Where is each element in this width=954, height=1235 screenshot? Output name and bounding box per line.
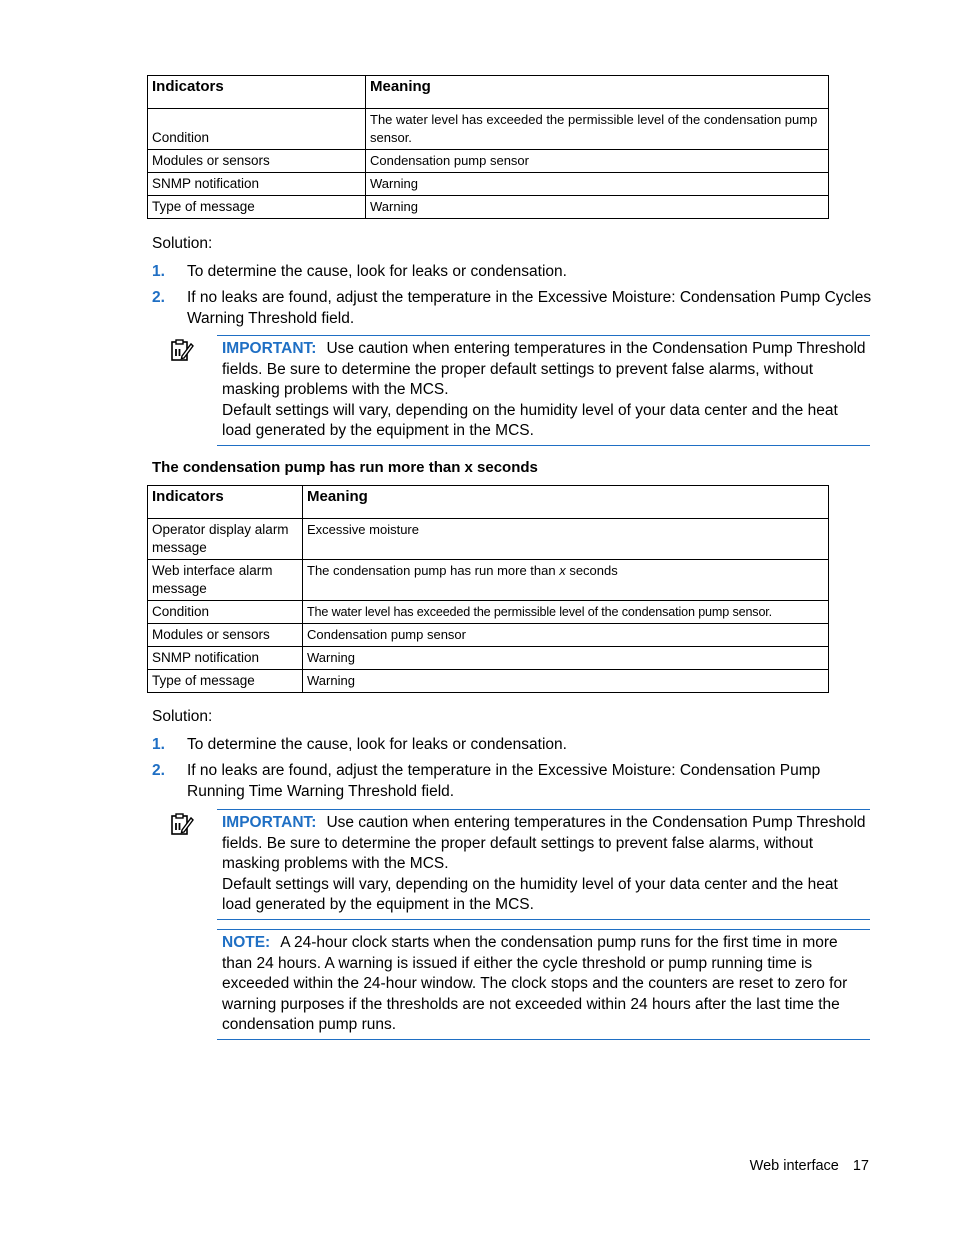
column-header-indicators: Indicators (148, 76, 366, 109)
meaning-text: The condensation pump has run more than (307, 563, 560, 578)
step-number: 2. (152, 289, 165, 306)
page-footer (750, 1158, 869, 1174)
indicator-cell: Web interface alarm message (148, 560, 303, 601)
meaning-text-end: seconds (565, 563, 618, 578)
meaning-cell: Warning (366, 196, 829, 219)
meaning-cell: Warning (303, 647, 829, 670)
indicator-cell: Type of message (148, 196, 366, 219)
table-row (148, 150, 829, 173)
column-header-meaning: Meaning (366, 76, 829, 109)
table-row (148, 196, 829, 219)
section-heading: The condensation pump has run more than x seconds (152, 459, 538, 476)
meaning-cell: Condensation pump sensor (303, 624, 829, 647)
list-item (152, 287, 872, 329)
meaning-cell: The water level has exceeded the permissible level of the condensation pump sensor. (303, 601, 829, 624)
important-text: Use caution when entering temperatures in the Condensation Pump Threshold fields. Be sure to determine the proper default settings to prevent false alarms, without masking problems with the MCS. (222, 340, 866, 399)
table-row (148, 670, 829, 693)
indicator-cell: Condition (148, 601, 303, 624)
meaning-cell: Excessive moisture (303, 519, 829, 560)
table-row (148, 647, 829, 670)
step-number: 1. (152, 736, 165, 753)
important-text-detail: Default settings will vary, depending on the humidity level of your data center and the heat load generated by the equipment in the MCS. (222, 875, 838, 914)
indicator-cell: SNMP notification (148, 647, 303, 670)
table-row (148, 624, 829, 647)
indicator-cell: Operator display alarm message (148, 519, 303, 560)
important-icon (170, 339, 194, 363)
indicator-cell: Type of message (148, 670, 303, 693)
step-text: If no leaks are found, adjust the temperature in the Excessive Moisture: Condensation Pump Running Time Warning Threshold field. (187, 762, 821, 800)
step-text: To determine the cause, look for leaks or condensation. (187, 263, 567, 280)
solution-label: Solution: (152, 708, 213, 725)
important-text: Use caution when entering temperatures in the Condensation Pump Threshold fields. Be sure to determine the proper default settings to prevent false alarms, without masking problems with the MCS. (222, 814, 866, 873)
indicators-table-cycles (147, 75, 829, 219)
note-callout (217, 929, 870, 1040)
indicator-cell: Condition (148, 109, 366, 150)
footer-section: Web interface (749, 1158, 839, 1174)
step-number: 2. (152, 762, 165, 779)
important-label: IMPORTANT: (222, 340, 317, 357)
important-callout (217, 335, 870, 446)
important-text-detail: Default settings will vary, depending on the humidity level of your data center and the heat load generated by the equipment in the MCS. (222, 401, 838, 440)
column-header-indicators: Indicators (148, 486, 303, 519)
list-item (152, 261, 872, 282)
page-number: 17 (852, 1158, 869, 1174)
list-item (152, 760, 872, 802)
step-number: 1. (152, 263, 165, 280)
solution-steps (152, 734, 872, 807)
table-row (148, 560, 829, 601)
table-row (148, 173, 829, 196)
indicator-cell: SNMP notification (148, 173, 366, 196)
table-row (148, 601, 829, 624)
step-text: If no leaks are found, adjust the temperature in the Excessive Moisture: Condensation Pump Cycles Warning Threshold field. (187, 289, 872, 327)
meaning-cell (303, 560, 829, 601)
important-callout (217, 809, 870, 920)
note-text: A 24-hour clock starts when the condensation pump runs for the first time in more than 24 hours. A warning is issued if either the cycle threshold or pump running time is exceeded within the 24-hour window. The clock stops and the counters are reset to zero for warning purposes if the thresholds are not exceeded within 24 hours after the last time the condensation pump runs. (222, 934, 848, 1034)
table-header-row (148, 76, 829, 109)
meaning-cell: Condensation pump sensor (366, 150, 829, 173)
note-label: NOTE: (222, 934, 271, 951)
meaning-cell: Warning (366, 173, 829, 196)
meaning-variable: x (559, 563, 566, 578)
table-row (148, 109, 829, 150)
column-header-meaning: Meaning (303, 486, 829, 519)
meaning-cell: Warning (303, 670, 829, 693)
list-item (152, 734, 872, 755)
indicators-table-running-time (147, 485, 829, 693)
meaning-cell: The water level has exceeded the permissible level of the condensation pump sensor. (366, 109, 829, 150)
solution-steps (152, 261, 872, 334)
indicator-cell: Modules or sensors (148, 624, 303, 647)
step-text: To determine the cause, look for leaks or condensation. (187, 736, 567, 753)
solution-label: Solution: (152, 235, 213, 252)
important-icon (170, 813, 194, 837)
important-label: IMPORTANT: (222, 814, 317, 831)
indicator-cell: Modules or sensors (148, 150, 366, 173)
table-header-row (148, 486, 829, 519)
table-row (148, 519, 829, 560)
